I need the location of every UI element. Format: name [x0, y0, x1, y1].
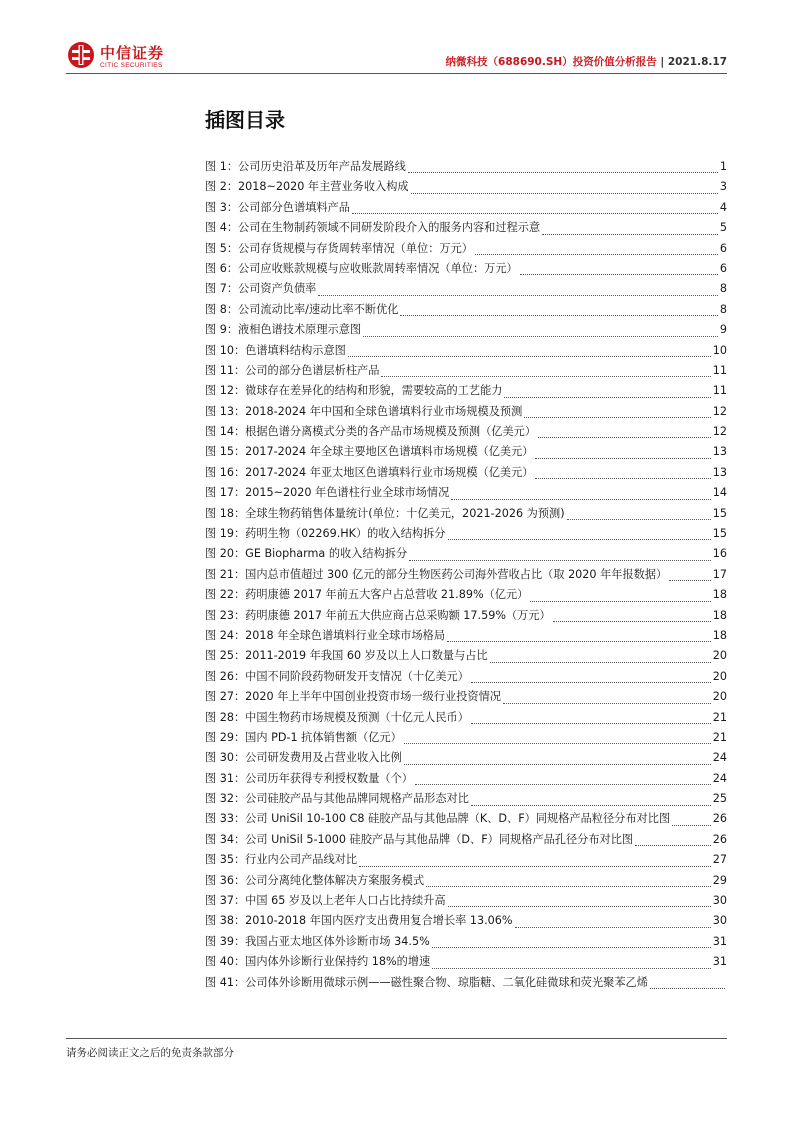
toc-entry-label[interactable]: 图 2：2018~2020 年主营业务收入构成: [205, 180, 409, 194]
toc-entry[interactable]: [205, 442, 727, 462]
toc-entry-page[interactable]: 20: [712, 649, 727, 663]
toc-entry-label[interactable]: 图 20：GE Biopharma 的收入结构拆分: [205, 547, 408, 561]
toc-dot-leader: [504, 397, 710, 398]
toc-entry-page[interactable]: 31: [712, 955, 727, 969]
toc-dot-leader: [553, 621, 711, 622]
header-divider: [66, 73, 727, 74]
toc-entry-page[interactable]: 11: [712, 363, 727, 377]
toc-entry-page[interactable]: 16: [712, 547, 727, 561]
toc-entry-label[interactable]: 图 30：公司研发费用及占营业收入比例: [205, 751, 402, 765]
toc-entry-label[interactable]: 图 34：公司 UniSil 5-1000 硅胶产品与其他品牌（D、F）同规格产品孔径分布对比图: [205, 832, 634, 846]
toc-entry[interactable]: [205, 463, 727, 483]
toc-entry[interactable]: [205, 708, 727, 728]
toc-entry-page[interactable]: 21: [712, 710, 727, 724]
toc-entry[interactable]: [205, 544, 727, 564]
toc-entry-label[interactable]: 图 16：2017-2024 年亚太地区色谱填料行业市场规模（亿美元）: [205, 465, 534, 479]
toc-entry[interactable]: [205, 748, 727, 768]
toc-dot-leader: [359, 866, 711, 867]
toc-entry-label[interactable]: 图 22：药明康德 2017 年前五大客户占总营收 21.89%（亿元）: [205, 588, 529, 602]
toc-entry-label[interactable]: 图 23：药明康德 2017 年前五大供应商占总采购额 17.59%（万元）: [205, 608, 551, 622]
toc-dot-leader: [408, 172, 718, 173]
report-title: 纳微科技（688690.SH）投资价值分析报告: [445, 56, 657, 68]
toc-entry-label[interactable]: 图 24：2018 年全球色谱填料行业全球市场格局: [205, 628, 446, 642]
toc-entry-label[interactable]: 图 15：2017-2024 年全球主要地区色谱填料市场规模（亿美元）: [205, 445, 534, 459]
toc-entry-page[interactable]: 11: [712, 384, 727, 398]
toc-entry-page[interactable]: 10: [712, 343, 727, 357]
toc-entry-label[interactable]: 图 10：色谱填料结构示意图: [205, 343, 346, 357]
toc-entry[interactable]: [205, 769, 727, 789]
toc-dot-leader: [415, 784, 711, 785]
toc-entry[interactable]: [205, 402, 727, 422]
toc-entry[interactable]: [205, 952, 727, 972]
toc-entry[interactable]: [205, 667, 727, 687]
toc-dot-leader: [524, 417, 710, 418]
toc-entry-page[interactable]: 5: [719, 221, 727, 235]
header-separator: |: [660, 56, 665, 68]
toc-entry[interactable]: [205, 911, 727, 931]
toc-entry-page[interactable]: 29: [712, 873, 727, 887]
toc-entry[interactable]: [205, 483, 727, 503]
toc-entry-label[interactable]: 图 13：2018-2024 年中国和全球色谱填料行业市场规模及预测: [205, 404, 523, 418]
citic-logo-icon: [67, 41, 95, 69]
toc-entry-label[interactable]: 图 21：国内总市值超过 300 亿元的部分生物医药公司海外营收占比（取 2020 年年报数据）: [205, 567, 668, 581]
toc-dot-leader: [447, 641, 711, 642]
toc-entry-label[interactable]: 图 32：公司硅胶产品与其他品牌同规格产品形态对比: [205, 792, 469, 806]
toc-entry[interactable]: [205, 687, 727, 707]
toc-entry[interactable]: [205, 646, 727, 666]
toc-dot-leader: [530, 601, 710, 602]
toc-entry-label[interactable]: 图 12：微球存在差异化的结构和形貌，需要较高的工艺能力: [205, 384, 503, 398]
toc-dot-leader: [475, 254, 718, 255]
toc-entry[interactable]: [205, 361, 727, 381]
toc-entry[interactable]: [205, 789, 727, 809]
toc-entry[interactable]: [205, 320, 727, 340]
toc-entry-label[interactable]: 图 41：公司体外诊断用微球示例——磁性聚合物、琼脂糖、二氧化硅微球和荧光聚苯乙烯: [205, 975, 648, 989]
toc-dot-leader: [448, 539, 711, 540]
toc-entry-page[interactable]: 15: [712, 506, 727, 520]
toc-entry-label[interactable]: 图 17：2015~2020 年色谱柱行业全球市场情况: [205, 486, 450, 500]
toc-entry-page[interactable]: 20: [712, 669, 727, 683]
toc-dot-leader: [404, 764, 711, 765]
toc-entry[interactable]: [205, 871, 727, 891]
toc-entry-page[interactable]: 13: [712, 465, 727, 479]
toc-entry-page[interactable]: 6: [719, 241, 727, 255]
toc-dot-leader: [432, 947, 711, 948]
toc-entry[interactable]: [205, 300, 727, 320]
toc-entry-page[interactable]: 9: [719, 323, 727, 337]
report-header-info: [446, 54, 727, 69]
toc-entry-page[interactable]: 12: [712, 404, 727, 418]
toc-dot-leader: [404, 743, 711, 744]
toc-dot-leader: [515, 927, 711, 928]
toc-entry-label[interactable]: 图 19：药明生物（02269.HK）的收入结构拆分: [205, 527, 446, 541]
toc-entry-page[interactable]: 27: [712, 853, 727, 867]
citic-securities-logo: [67, 41, 177, 75]
toc-entry-label[interactable]: 图 33：公司 UniSil 10-100 C8 硅胶产品与其他品牌（K、D、F）同规格产品粒径分布对比图: [205, 812, 671, 826]
toc-entry-page[interactable]: 18: [712, 608, 727, 622]
toc-entry[interactable]: [205, 891, 727, 911]
toc-entry-label[interactable]: 图 3：公司部分色谱填料产品: [205, 200, 350, 214]
toc-dot-leader: [451, 499, 710, 500]
toc-entry[interactable]: [205, 585, 727, 605]
toc-entry-page[interactable]: 24: [712, 751, 727, 765]
toc-entry-label[interactable]: 图 1：公司历史沿革及历年产品发展路线: [205, 159, 406, 173]
toc-entry-page[interactable]: 13: [712, 445, 727, 459]
toc-entry-page[interactable]: 14: [712, 486, 727, 500]
toc-entry[interactable]: [205, 524, 727, 544]
toc-entry-page[interactable]: 21: [712, 730, 727, 744]
toc-entry[interactable]: [205, 504, 727, 524]
toc-entry-label[interactable]: 图 14：根据色谱分离模式分类的各产品市场规模及预测（亿美元）: [205, 425, 537, 439]
toc-entry-page[interactable]: 26: [712, 832, 727, 846]
footer-divider: [66, 1038, 727, 1039]
toc-entry-page[interactable]: 6: [719, 261, 727, 275]
toc-entry-label[interactable]: 图 6：公司应收账款规模与应收账款周转率情况（单位：万元）: [205, 261, 518, 275]
toc-entry[interactable]: [205, 381, 727, 401]
toc-entry[interactable]: [205, 259, 727, 279]
toc-entry-page[interactable]: 17: [712, 567, 727, 581]
toc-entry-page[interactable]: 15: [712, 527, 727, 541]
toc-entry-label[interactable]: 图 35：行业内公司产品线对比: [205, 853, 358, 867]
toc-dot-leader: [672, 825, 711, 826]
toc-dot-leader: [471, 682, 711, 683]
toc-entry-label[interactable]: 图 11：公司的部分色谱层析柱产品: [205, 363, 380, 377]
logo-chinese-name: 中信证券: [100, 44, 165, 62]
toc-dot-leader: [432, 968, 711, 969]
toc-dot-leader: [471, 805, 711, 806]
toc-entry-label[interactable]: 图 9：液相色谱技术原理示意图: [205, 323, 362, 337]
toc-entry-label[interactable]: 图 37：中国 65 岁及以上老年人口占比持续升高: [205, 894, 446, 908]
toc-entry-page[interactable]: 8: [719, 302, 727, 316]
toc-entry-label[interactable]: 图 7：公司资产负债率: [205, 282, 317, 296]
toc-entry-label[interactable]: 图 5：公司存货规模与存货周转率情况（单位：万元）: [205, 241, 473, 255]
toc-entry[interactable]: [205, 198, 727, 218]
toc-dot-leader: [490, 662, 711, 663]
toc-entry-label[interactable]: 图 38：2010-2018 年国内医疗支出费用复合增长率 13.06%: [205, 914, 513, 928]
toc-entry-label[interactable]: 图 18：全球生物药销售体量统计(单位：十亿美元，2021-2026 为预测): [205, 506, 565, 520]
toc-entry-label[interactable]: 图 40：国内体外诊断行业保持约 18%的增速: [205, 955, 431, 969]
toc-entry-page[interactable]: 18: [712, 588, 727, 602]
toc-entry[interactable]: [205, 279, 727, 299]
toc-dot-leader: [426, 886, 711, 887]
toc-entry[interactable]: [205, 341, 727, 361]
toc-entry-page[interactable]: 12: [712, 425, 727, 439]
toc-entry[interactable]: [205, 606, 727, 626]
toc-entry[interactable]: [205, 728, 727, 748]
toc-entry[interactable]: [205, 565, 727, 585]
toc-entry-page[interactable]: 1: [719, 159, 727, 173]
toc-entry-label[interactable]: 图 4：公司在生物制药领域不同研发阶段介入的服务内容和过程示意: [205, 221, 541, 235]
toc-entry[interactable]: [205, 157, 727, 177]
toc-entry[interactable]: [205, 239, 727, 259]
toc-entry-page[interactable]: 4: [719, 200, 727, 214]
logo-english-name: CITIC SECURITIES: [100, 62, 163, 69]
toc-dot-leader: [381, 376, 710, 377]
toc-dot-leader: [471, 723, 711, 724]
toc-entry[interactable]: [205, 422, 727, 442]
toc-entry-page[interactable]: 30: [712, 914, 727, 928]
toc-entry-label[interactable]: 图 28：中国生物药市场规模及预测（十亿元人民币）: [205, 710, 469, 724]
toc-dot-leader: [318, 295, 718, 296]
toc-entry[interactable]: [205, 973, 727, 993]
toc-entry-page[interactable]: 3: [719, 180, 727, 194]
toc-dot-leader: [567, 519, 711, 520]
footer-disclaimer: 请务必阅读正文之后的免责条款部分: [66, 1047, 234, 1059]
toc-entry-page[interactable]: 26: [712, 812, 727, 826]
toc-dot-leader: [348, 356, 711, 357]
toc-entry-page[interactable]: 31: [712, 934, 727, 948]
page-title: 插图目录: [205, 108, 285, 132]
toc-entry[interactable]: [205, 830, 727, 850]
toc-entry-label[interactable]: 图 36：公司分离纯化整体解决方案服务模式: [205, 873, 425, 887]
toc-dot-leader: [669, 580, 711, 581]
toc-entry-page[interactable]: 24: [712, 771, 727, 785]
toc-entry-label[interactable]: 图 25：2011-2019 年我国 60 岁及以上人口数量与占比: [205, 649, 488, 663]
figure-index-list: [205, 157, 727, 993]
toc-dot-leader: [411, 193, 718, 194]
toc-entry[interactable]: [205, 218, 727, 238]
toc-entry-label[interactable]: 图 8：公司流动比率/速动比率不断优化: [205, 302, 399, 316]
toc-dot-leader: [352, 213, 718, 214]
toc-dot-leader: [363, 336, 718, 337]
toc-entry-page[interactable]: 8: [719, 282, 727, 296]
toc-entry-label[interactable]: 图 31：公司历年获得专利授权数量（个）: [205, 771, 413, 785]
toc-dot-leader: [520, 274, 718, 275]
toc-dot-leader: [448, 906, 711, 907]
toc-dot-leader: [535, 458, 710, 459]
toc-entry-label[interactable]: 图 39：我国占亚太地区体外诊断市场 34.5%: [205, 934, 430, 948]
toc-entry-label[interactable]: 图 27：2020 年上半年中国创业投资市场一级行业投资情况: [205, 690, 501, 704]
toc-entry[interactable]: [205, 177, 727, 197]
toc-dot-leader: [542, 234, 718, 235]
toc-dot-leader: [650, 988, 725, 989]
toc-entry-page[interactable]: 25: [712, 792, 727, 806]
toc-entry-page[interactable]: 20: [712, 690, 727, 704]
toc-entry-label[interactable]: 图 26：中国不同阶段药物研发开支情况（十亿美元）: [205, 669, 469, 683]
report-date: 2021.8.17: [667, 56, 727, 68]
toc-entry[interactable]: [205, 810, 727, 830]
toc-entry-page[interactable]: 30: [712, 894, 727, 908]
toc-dot-leader: [409, 560, 711, 561]
toc-entry[interactable]: [205, 932, 727, 952]
toc-dot-leader: [503, 703, 711, 704]
toc-dot-leader: [538, 437, 711, 438]
toc-entry-label[interactable]: 图 29：国内 PD-1 抗体销售额（亿元）: [205, 730, 402, 744]
toc-dot-leader: [400, 315, 717, 316]
toc-dot-leader: [535, 478, 710, 479]
toc-entry-page[interactable]: 18: [712, 628, 727, 642]
toc-dot-leader: [635, 845, 711, 846]
toc-entry[interactable]: [205, 626, 727, 646]
toc-entry[interactable]: [205, 850, 727, 870]
